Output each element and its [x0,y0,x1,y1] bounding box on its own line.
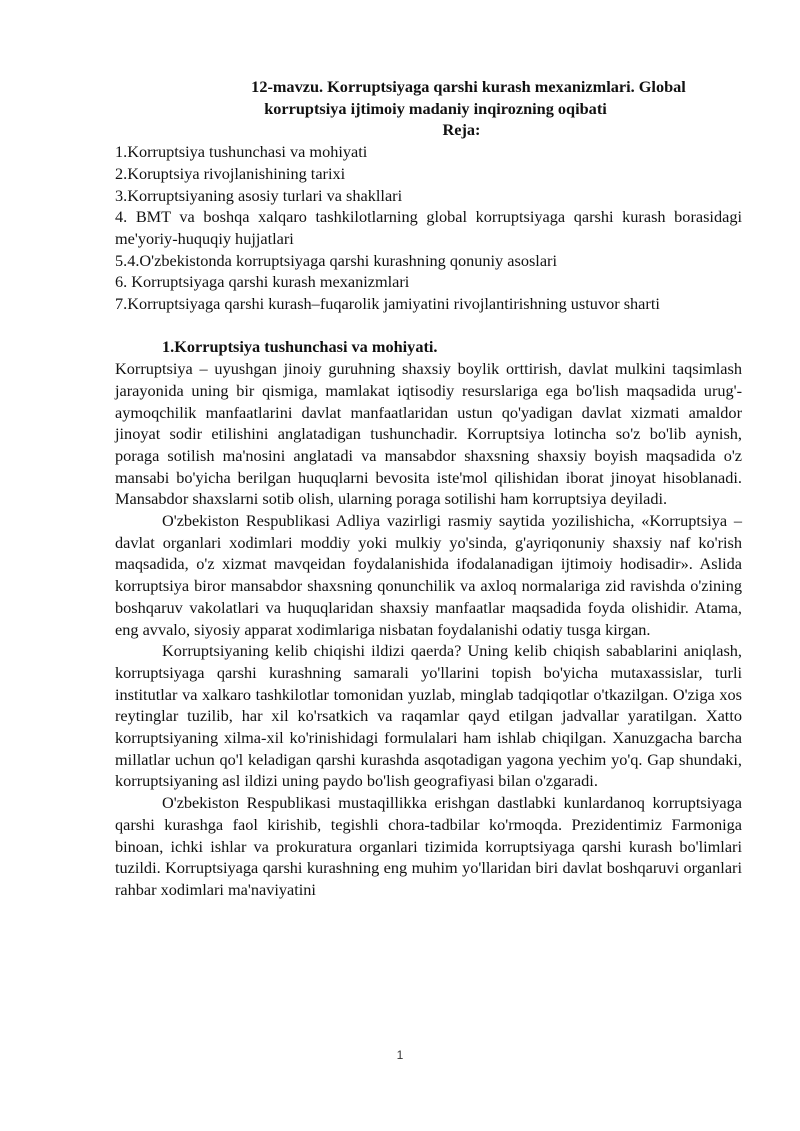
plan-item: 6. Korruptsiyaga qarshi kurash mexanizmlari [115,272,410,292]
document-title [115,76,742,141]
document-page [115,76,742,901]
body-paragraph: Korruptsiyaning kelib chiqishi ildizi qaerda? Uning kelib chiqish sabablarini aniqlash, korruptsiyaga qarshi kurashning samarali yo'llarini topish bo'yicha mutaxassislar, turli institutlar va xalkaro tashkilotlar tomonidan yuzlab, minglab tadqiqotlar o'tkazilgan. O'ziga xos reytinglar tuzilib, har xil ko'rsatkich va raqamlar qayd etilgan jadvallar yaratilgan. Xatto korruptsiyaning xilma-xil ko'rinishidagi formulalari ham ishlab chiqilgan. Xanuzgacha barcha millatlar uchun qo'l keladigan qarshi kurashda asqotadigan yagona yechim yo'q. Gap shundaki, korruptsiyaning asl ildizi uning paydo bo'lish geografiyasi bilan o'zgaradi. [115,641,742,791]
plan-label: Reja: [442,120,481,140]
plan-item: 7.Korruptsiyaga qarshi kurash–fuqarolik jamiyatini rivojlantirishning ustuvor sharti [115,294,660,314]
section-heading: 1.Korruptsiya tushunchasi va mohiyati. [162,337,438,357]
plan-list [115,141,742,315]
plan-item: 2.Koruptsiya rivojlanishining tarixi [115,163,346,183]
spacer [115,315,742,337]
body-paragraph: O'zbekiston Respublikasi mustaqillikka erishgan dastlabki kunlardanoq korruptsiyaga qarshi kurashga faol kirishib, tegishli chora-tadbilar ko'rmoqda. Prezidentimiz Farmoniga binoan, ichki ishlar va prokuratura organlari tizimida korruptsiyaga qarshi kurash bo'limlari tuzildi. Korruptsiyaga qarshi kurashning eng muhim yo'llaridan biri davlat boshqaruvi organlari rahbar xodimlari ma'naviyatini [115,793,742,899]
body-paragraph: O'zbekiston Respublikasi Adliya vazirligi rasmiy saytida yozilishicha, «Korruptsiya – davlat organlari xodimlari moddiy yoki mulkiy yo'sinda, g'ayriqonuniy shaxsiy naf ko'rish maqsadida, o'z xizmat mavqeidan foydalanishida ifodalanadigan ijtimoiy hodisadir». Aslida korruptsiya biror mansabdor shaxsning qonunchilik va axloq normalariga zid ravishda o'zining boshqaruv vakolatlari va huquqlaridan shaxsiy manfaatlar maqsadida foyda olishidir. Atama, eng avvalo, siyosiy apparat xodimlariga nisbatan foydalanishi odatiy tusga kirgan. [115,511,742,639]
plan-item: 4. BMT va boshqa xalqaro tashkilotlarning global korruptsiyaga qarshi kurash borasidagi me'yoriy-huquqiy hujjatlari [115,207,742,248]
title-line-2: korruptsiya ijtimoiy madaniy inqirozning oqibati [264,98,607,118]
page-number: 1 [396,1048,404,1062]
plan-item: 5.4.O'zbekistonda korruptsiyaga qarshi kurashning qonuniy asoslari [115,250,557,270]
plan-item: 1.Korruptsiya tushunchasi va mohiyati [115,142,368,162]
body-paragraph: Korruptsiya – uyushgan jinoiy guruhning shaxsiy boylik orttirish, davlat mulkini taqsimlash jarayonida uning bir qismiga, mamlakat iqtisodiy resurslariga ega bo'lish maqsadida urug'-aymoqchilik manfaatlarini davlat manfaatlaridan ustun qo'yadigan davlat xizmati amaldor jinoyat sodir etilishini anglatadigan tushunchadir. Korruptsiya lotincha so'z bo'lib aynish, poraga sotilish ma'nosini anglatadi va mansabdor shaxsning shaxsiy boyish maqsadida o'z mansabi bo'yicha berilgan huquqlarni bevosita iste'mol qilishidan iborat jinoyat hisoblanadi. Mansabdor shaxslarni sotib olish, ularning poraga sotilishi ham korruptsiya deyiladi. [115,359,742,509]
title-line-1: 12-mavzu. Korruptsiyaga qarshi kurash mexanizmlari. Global [251,77,686,96]
plan-item: 3.Korruptsiyaning asosiy turlari va shakllari [115,185,403,205]
